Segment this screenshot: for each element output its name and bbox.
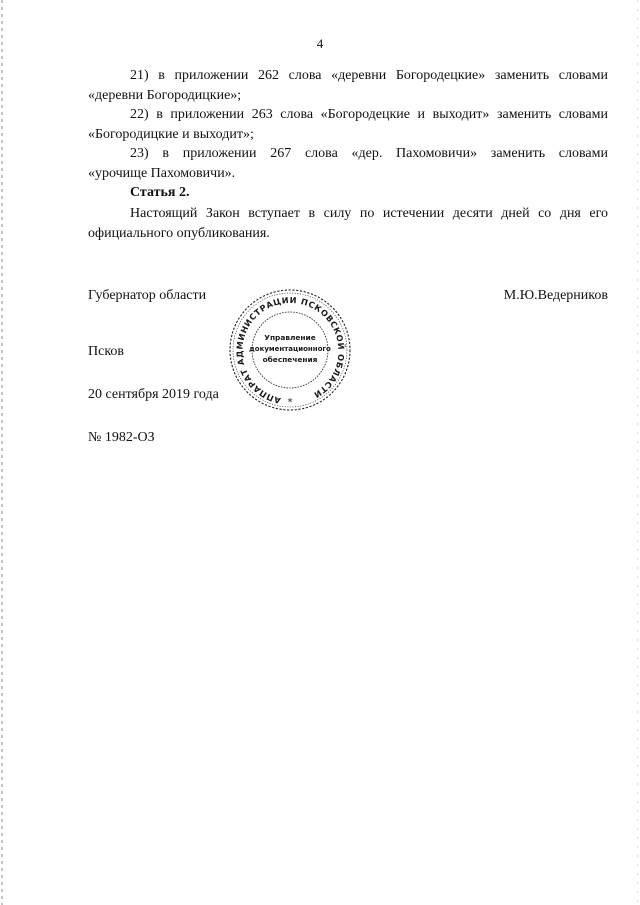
amendment-21-line1: 21) в приложении 262 слова «деревни Богородецкие» заменить словами bbox=[130, 68, 608, 83]
signature-name: М.Ю.Ведерников bbox=[503, 288, 608, 303]
place: Псков bbox=[88, 344, 125, 359]
seal-star-icon: * bbox=[287, 397, 293, 408]
seal-outer-text: АППАРАТ АДМИНИСТРАЦИИ ПСКОВСКОЙ ОБЛАСТИ bbox=[234, 294, 347, 406]
amendment-23-line2: «урочище Пахомовичи». bbox=[88, 165, 236, 181]
seal-inner-line3: обеспечения bbox=[262, 355, 318, 364]
amendment-21-line2: «деревни Богородицкие»; bbox=[88, 87, 242, 103]
amendment-23-line1: 23) в приложении 267 слова «дер. Пахомовичи» заменить словами bbox=[130, 146, 608, 161]
scan-edge-left bbox=[1, 0, 3, 905]
date: 20 сентября 2019 года bbox=[88, 387, 219, 402]
signature-role: Губернатор области bbox=[88, 288, 207, 303]
law-number: № 1982-ОЗ bbox=[88, 430, 155, 445]
official-seal-stamp bbox=[224, 286, 356, 416]
page-number: 4 bbox=[316, 36, 324, 51]
article-body: Настоящий Закон вступает в силу по истечении десяти дней со дня его официального опубликования. bbox=[88, 206, 608, 241]
scan-edge-right bbox=[637, 0, 638, 905]
amendments-list bbox=[88, 66, 608, 183]
amendment-22-line2: «Богородицкие и выходит»; bbox=[88, 126, 254, 142]
article-title: Статья 2. bbox=[130, 185, 190, 200]
seal-inner-line2: документационного bbox=[249, 345, 331, 353]
seal-inner-line1: Управление bbox=[264, 333, 316, 342]
amendment-22-line1: 22) в приложении 263 слова «Богородецкие и выходит» заменить словами bbox=[130, 107, 608, 122]
